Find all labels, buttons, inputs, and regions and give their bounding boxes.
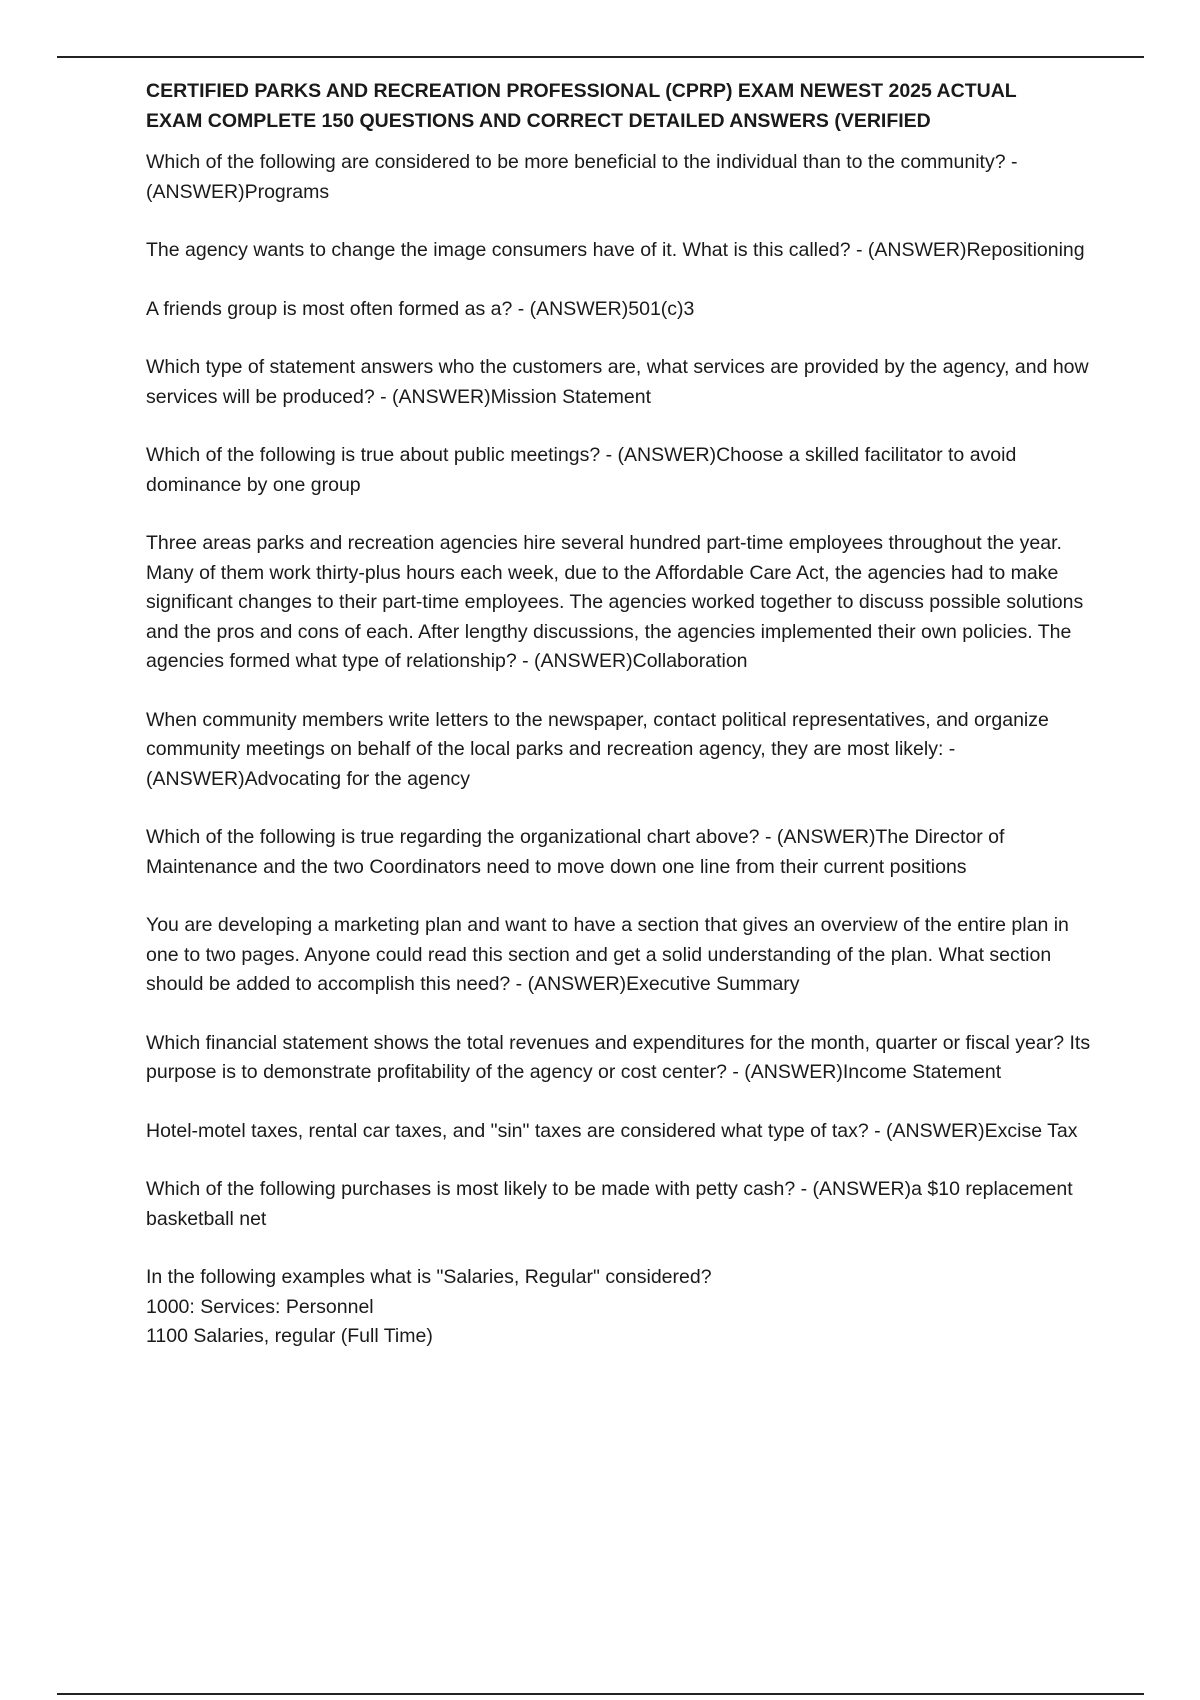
bottom-rule <box>57 1693 1144 1695</box>
top-rule <box>57 56 1144 58</box>
last-question-line-1: In the following examples what is "Salaries, Regular" considered? <box>146 1266 712 1288</box>
qa-text: Which financial statement shows the total revenues and expenditures for the month, quarter or fiscal year? Its purpose is to demonstrate profitability of the agency or cost center? - (ANSWER)Income Statement <box>146 1031 1091 1083</box>
qa-item <box>146 353 1101 412</box>
qa-text: Which type of statement answers who the customers are, what services are provided by the agency, and how services will be produced? - (ANSWER)Mission Statement <box>146 356 1089 408</box>
qa-text: Which of the following are considered to be more beneficial to the individual than to the community? - (ANSWER)Programs <box>146 151 1018 203</box>
qa-item <box>146 706 1101 795</box>
qa-text: When community members write letters to the newspaper, contact political representatives, and organize community meetings on behalf of the local parks and recreation agency, they are most likely: - (ANSWER)Advocating for the agency <box>146 708 1049 790</box>
last-question-line-3: 1100 Salaries, regular (Full Time) <box>146 1325 433 1347</box>
qa-text: The agency wants to change the image consumers have of it. What is this called? - (ANSWER)Repositioning <box>146 239 1085 261</box>
qa-text: Three areas parks and recreation agencies hire several hundred part-time employees throughout the year. Many of them work thirty-plus hours each week, due to the Affordable Care Act, the agencies had to make significant changes to their part-time employees. The agencies worked together to discuss possible solutions and the pros and cons of each. After lengthy discussions, the agencies implemented their own policies. The agencies formed what type of relationship? - (ANSWER)Collaboration <box>146 532 1084 672</box>
qa-item <box>146 823 1101 882</box>
qa-item <box>146 911 1101 1000</box>
title-line-1: CERTIFIED PARKS AND RECREATION PROFESSIONAL (CPRP) EXAM NEWEST 2025 ACTUAL <box>146 80 1017 102</box>
last-question-line-2: 1000: Services: Personnel <box>146 1295 374 1318</box>
qa-text: Hotel-motel taxes, rental car taxes, and "sin" taxes are considered what type of tax? - (ANSWER)Excise Tax <box>146 1119 1078 1142</box>
qa-text: You are developing a marketing plan and want to have a section that gives an overview of the entire plan in one to two pages. Anyone could read this section and get a solid understanding of the plan. What section should be added to accomplish this need? - (ANSWER)Executive Summary <box>146 914 1069 995</box>
qa-text: A friends group is most often formed as a? - (ANSWER)501(c)3 <box>146 297 695 320</box>
qa-item <box>146 148 1101 207</box>
qa-item <box>146 529 1101 677</box>
qa-item <box>146 1029 1101 1088</box>
qa-text: Which of the following is true regarding the organizational chart above? - (ANSWER)The Director of Maintenance and the two Coordinators need to move down one line from their current positions <box>146 826 1005 878</box>
qa-item <box>146 295 1101 325</box>
last-question <box>146 1263 1101 1352</box>
document-body <box>146 76 1101 1352</box>
qa-item <box>146 1175 1101 1234</box>
qa-item <box>146 441 1101 500</box>
qa-text: Which of the following purchases is most likely to be made with petty cash? - (ANSWER)a $10 replacement basketball net <box>146 1178 1073 1230</box>
qa-item <box>146 236 1101 266</box>
qa-item <box>146 1117 1101 1147</box>
document-title <box>146 76 1101 136</box>
qa-text: Which of the following is true about public meetings? - (ANSWER)Choose a skilled facilitator to avoid dominance by one group <box>146 444 1017 496</box>
title-line-2: EXAM COMPLETE 150 QUESTIONS AND CORRECT DETAILED ANSWERS (VERIFIED <box>146 110 931 132</box>
